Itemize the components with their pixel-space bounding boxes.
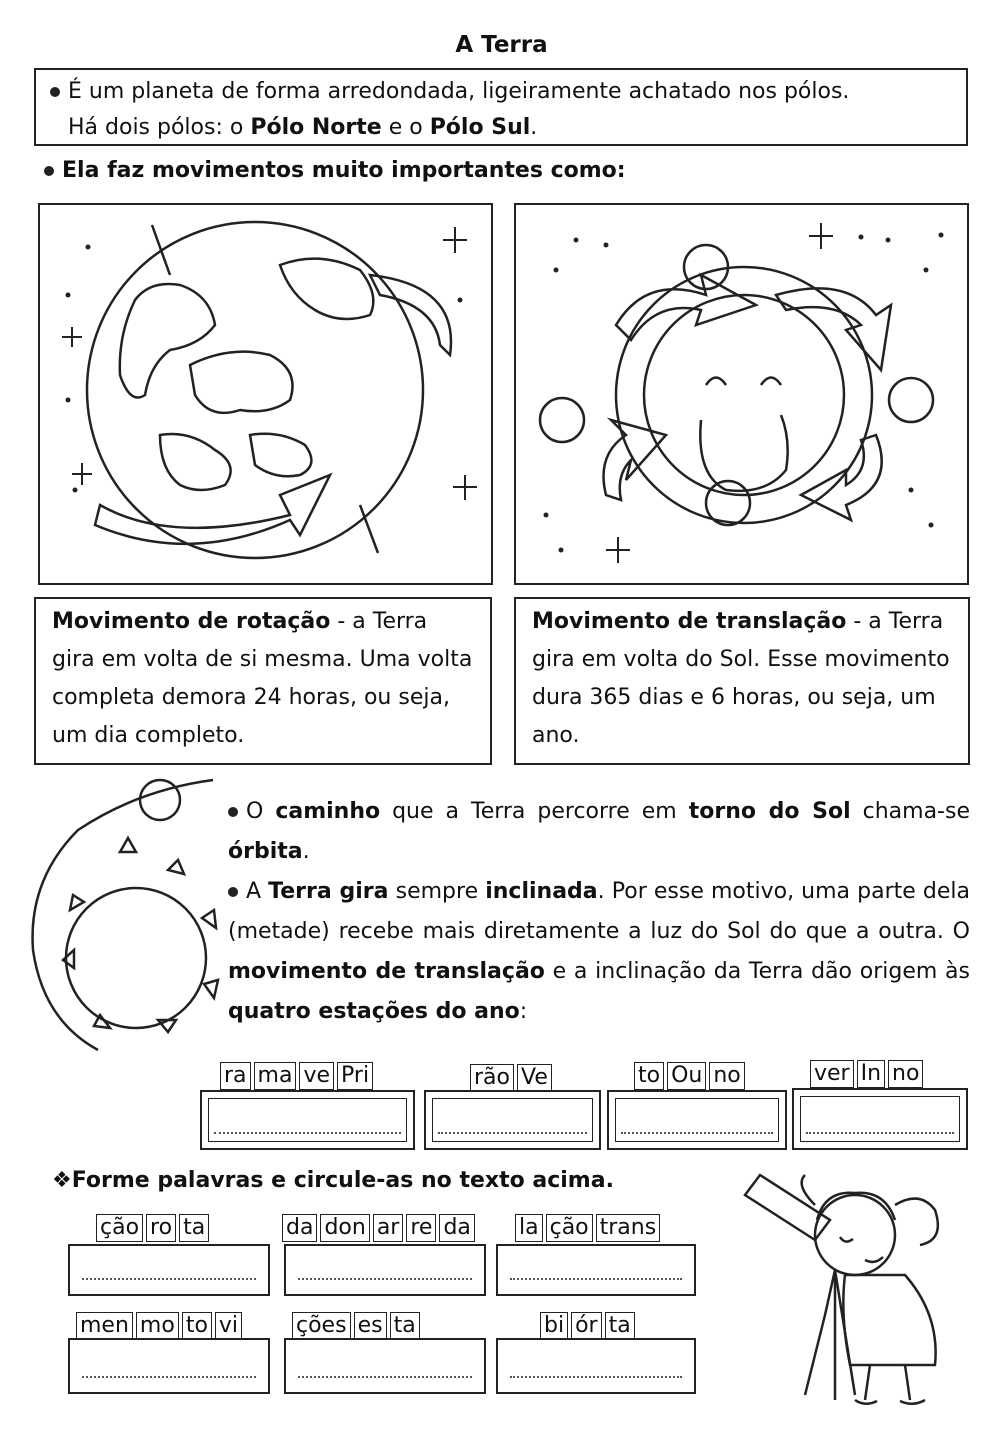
girl-telescope-icon — [735, 1165, 965, 1410]
translation-heading: Movimento de translação — [532, 609, 847, 634]
season-answer-4[interactable] — [792, 1088, 968, 1150]
exercise-syllables-6: bi ór ta — [540, 1312, 638, 1340]
season-syllables-3: to Ou no — [634, 1062, 748, 1090]
intro-line-2: Há dois pólos: o Pólo Norte e o Pólo Sul. — [68, 115, 538, 140]
rotation-illustration — [38, 203, 493, 585]
exercise-heading: ❖Forme palavras e circule-as no texto acima. — [52, 1168, 614, 1193]
season-answer-1[interactable] — [200, 1090, 415, 1150]
season-answer-3[interactable] — [607, 1090, 787, 1150]
bullet-icon — [228, 807, 238, 817]
bullet-icon — [50, 87, 60, 97]
exercise-answer-6[interactable] — [496, 1338, 696, 1394]
pole-south: Pólo Sul — [429, 115, 531, 140]
intro-line-1: É um planeta de forma arredondada, ligeiramente achatado nos pólos. — [50, 74, 956, 110]
exercise-syllables-1: ção ro ta — [96, 1214, 212, 1242]
orbit-bullet-2: A Terra gira sempre inclinada. Por esse motivo, uma parte dela (metade) recebe mais diretamente a luz do Sol do que a outra. O movimento de translação e a inclinação da Terra dão origem às quatro estações do ano: — [228, 879, 971, 1024]
bullet-icon — [228, 887, 238, 897]
exercise-answer-5[interactable] — [284, 1338, 486, 1394]
exercise-answer-4[interactable] — [68, 1338, 270, 1394]
intro-box — [34, 68, 968, 146]
translation-description: Movimento de translação - a Terra gira em volta do Sol. Esse movimento dura 365 dias e 6 horas, ou seja, um ano. — [514, 597, 970, 765]
exercise-syllables-5: ções es ta — [292, 1312, 423, 1340]
bullet-icon — [44, 166, 54, 176]
sun-translation-icon — [516, 205, 967, 583]
exercise-syllables-3: la ção trans — [515, 1214, 663, 1242]
season-answer-2[interactable] — [424, 1090, 601, 1150]
exercise-syllables-2: da don ar re da — [282, 1214, 478, 1242]
season-syllables-1: ra ma ve Pri — [220, 1062, 376, 1090]
exercise-answer-2[interactable] — [284, 1244, 486, 1296]
diamond-bullet-icon: ❖ — [52, 1168, 72, 1193]
translation-illustration — [514, 203, 969, 585]
season-syllables-2: rão Ve — [470, 1064, 555, 1092]
rotation-description: Movimento de rotação - a Terra gira em volta de si mesma. Uma volta completa demora 24 horas, ou seja, um dia completo. — [34, 597, 492, 765]
exercise-syllables-4: men mo to vi — [76, 1312, 245, 1340]
page-title: A Terra — [455, 32, 548, 58]
season-syllables-4: ver In no — [810, 1060, 926, 1088]
rotation-heading: Movimento de rotação — [52, 609, 331, 634]
movements-heading: Ela faz movimentos muito importantes como: — [44, 158, 626, 183]
earth-rotation-icon — [40, 205, 491, 583]
exercise-answer-1[interactable] — [68, 1244, 270, 1296]
orbit-bullet-1: O caminho que a Terra percorre em torno do Sol chama-se órbita. — [228, 799, 970, 864]
orbit-diagram-icon — [18, 770, 230, 1060]
pole-north: Pólo Norte — [250, 115, 382, 140]
orbit-paragraph — [228, 792, 970, 1032]
exercise-answer-3[interactable] — [496, 1244, 696, 1296]
